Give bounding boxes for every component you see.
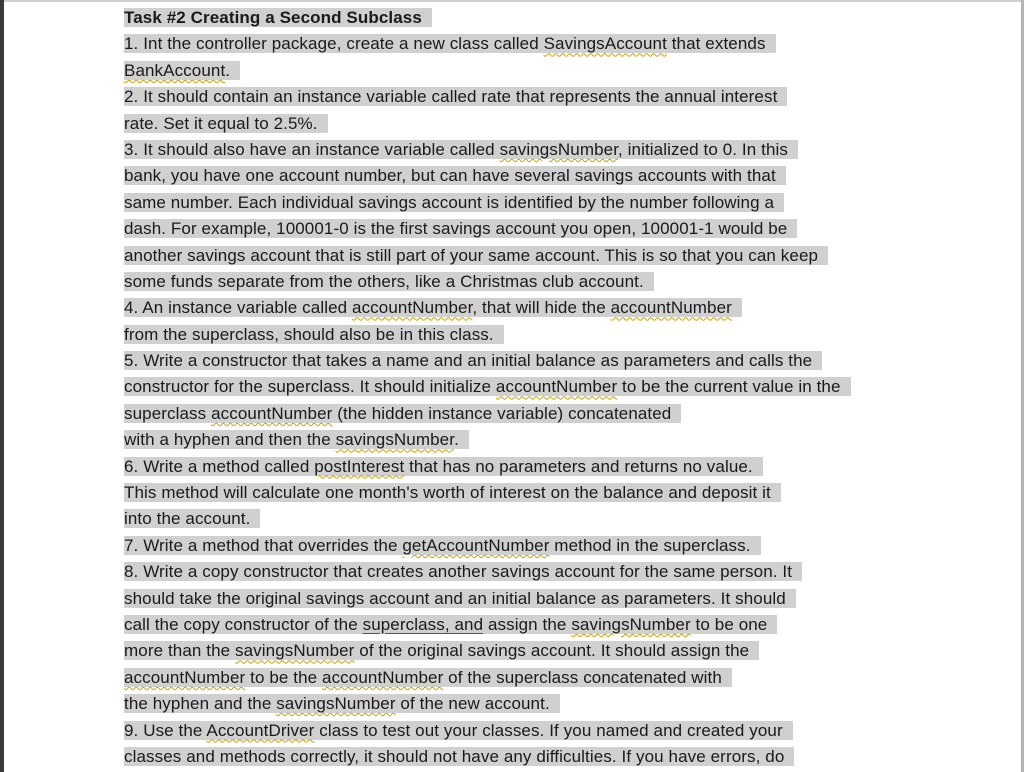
text-run: of the superclass concatenated with xyxy=(443,667,722,687)
text-run: some funds separate from the others, like a Christmas club account. xyxy=(124,271,644,291)
text-run: bank, you have one account number, but can have several savings accounts with that xyxy=(124,166,776,186)
selection-highlight xyxy=(124,8,432,27)
text-run: should take the original savings account and an initial balance as parameters. It should xyxy=(124,588,786,608)
document-line xyxy=(124,533,1014,559)
text-run: dash. For example, 100001-0 is the first savings account you open, 100001-1 would be xyxy=(124,219,788,239)
text-run: rate. Set it equal to 2.5%. xyxy=(124,113,318,133)
text-run: 7. Write a method that overrides the xyxy=(124,535,403,555)
document-line xyxy=(124,58,1014,84)
selection-highlight xyxy=(124,272,654,291)
selection-highlight xyxy=(124,114,328,133)
window-top-edge xyxy=(0,0,1024,2)
document-line xyxy=(124,638,1014,664)
selection-highlight xyxy=(124,193,784,212)
document-line xyxy=(124,163,1014,189)
text-run: 6. Write a method called xyxy=(124,456,315,476)
document-line xyxy=(124,665,1014,691)
text-run: another savings account that is still part of your same account. This is so that you can keep xyxy=(124,245,819,265)
selection-highlight xyxy=(124,404,681,423)
text-run: constructor for the superclass. It should initialize xyxy=(124,377,496,397)
grammar-flagged-phrase: superclass, and xyxy=(362,614,484,634)
document-line xyxy=(124,691,1014,717)
spelling-flagged-word: accountNumber xyxy=(352,298,473,318)
spelling-flagged-word: getAccountNumber xyxy=(402,535,550,555)
text-run: of the original savings account. It should assign the xyxy=(354,641,750,661)
document-line xyxy=(124,111,1014,137)
text-run: call the copy constructor of the xyxy=(124,614,363,634)
text-run: method in the superclass. xyxy=(549,535,751,555)
text-run: 5. Write a constructor that takes a name and an initial balance as parameters and calls the xyxy=(124,351,813,371)
selection-highlight xyxy=(124,298,742,317)
selection-highlight xyxy=(124,219,797,238)
text-run: that extends xyxy=(666,34,766,54)
text-run: from the superclass, should also be in this class. xyxy=(124,324,494,344)
text-run: 4. An instance variable called xyxy=(124,298,353,318)
document-line xyxy=(124,243,1014,269)
document-line xyxy=(124,269,1014,295)
selection-highlight xyxy=(124,721,793,740)
spelling-flagged-word: accountNumber xyxy=(322,667,444,687)
document-line xyxy=(124,216,1014,242)
document-line xyxy=(124,348,1014,374)
document-line xyxy=(124,137,1014,163)
selection-highlight xyxy=(124,34,776,53)
selection-highlight xyxy=(124,325,504,344)
selection-highlight xyxy=(124,377,851,396)
spelling-flagged-word: accountNumber xyxy=(211,403,333,423)
text-run: . xyxy=(225,60,231,80)
selection-highlight xyxy=(124,430,469,449)
text-run: . xyxy=(454,430,459,450)
text-run: superclass xyxy=(124,403,212,423)
document-line xyxy=(124,506,1014,532)
spelling-flagged-word: savingsNumber xyxy=(235,641,355,661)
document-line xyxy=(124,559,1014,585)
document-line xyxy=(124,718,1014,744)
selection-highlight xyxy=(124,87,787,106)
selection-highlight xyxy=(124,615,777,634)
document-line xyxy=(124,31,1014,57)
text-run: 1. Int the controller package, create a new class called xyxy=(124,34,544,54)
text-run: assign the xyxy=(483,614,572,634)
selection-highlight xyxy=(124,457,763,476)
task-heading-line xyxy=(124,5,1014,31)
text-run: This method will calculate one month's worth of interest on the balance and deposit it xyxy=(124,483,771,503)
document-line xyxy=(124,322,1014,348)
text-run: of the new account. xyxy=(395,694,550,714)
document-line xyxy=(124,401,1014,427)
text-run: the hyphen and the xyxy=(124,694,277,714)
selection-highlight xyxy=(124,483,781,502)
text-run: 8. Write a copy constructor that creates another savings account for the same person. It xyxy=(124,562,793,582)
text-run: (the hidden instance variable) concatenated xyxy=(332,403,672,423)
document-line xyxy=(124,586,1014,612)
selection-highlight xyxy=(124,641,759,660)
text-run: to be the current value in the xyxy=(617,377,841,397)
spelling-flagged-word: AccountDriver xyxy=(206,720,315,740)
text-run: into the account. xyxy=(124,509,251,529)
text-run: to be the xyxy=(245,667,323,687)
selection-highlight xyxy=(124,509,260,528)
selection-highlight xyxy=(124,140,798,159)
selection-highlight xyxy=(124,166,786,185)
text-run: more than the xyxy=(124,641,236,661)
text-run: 9. Use the xyxy=(124,720,207,740)
spelling-flagged-word: savingsNumber xyxy=(499,139,619,159)
text-run: same number. Each individual savings account is identified by the number following a xyxy=(124,192,775,212)
text-run: , that will hide the xyxy=(472,298,611,318)
document-line xyxy=(124,374,1014,400)
text-run: , initialized to 0. In this xyxy=(618,139,788,159)
text-run: Task #2 Creating a Second Subclass xyxy=(124,8,422,27)
text-run: to be one xyxy=(690,614,768,634)
spelling-flagged-word: accountNumber xyxy=(124,667,246,687)
document-line xyxy=(124,295,1014,321)
document-line xyxy=(124,427,1014,453)
document-line xyxy=(124,744,1014,770)
spelling-flagged-word: savingsNumber xyxy=(571,614,691,634)
spelling-flagged-word: savingsNumber xyxy=(335,430,455,450)
selection-highlight xyxy=(124,747,794,766)
text-run: 3. It should also have an instance variable called xyxy=(124,139,500,159)
document-body xyxy=(124,5,1014,770)
spelling-flagged-word: accountNumber xyxy=(610,298,732,318)
text-run: classes and methods correctly, it should not have any difficulties. If you have errors, do xyxy=(124,746,785,766)
selection-highlight xyxy=(124,668,732,687)
spelling-flagged-word: BankAccount xyxy=(124,60,226,80)
spelling-flagged-word: SavingsAccount xyxy=(543,34,667,54)
text-run: 2. It should contain an instance variable called rate that represents the annual interest xyxy=(124,87,778,107)
window-left-edge xyxy=(0,0,4,772)
selection-highlight xyxy=(124,562,802,581)
selection-highlight xyxy=(124,536,761,555)
document-line xyxy=(124,190,1014,216)
spelling-flagged-word: savingsNumber xyxy=(276,694,396,714)
selection-highlight xyxy=(124,589,796,608)
spelling-flagged-word: postInterest xyxy=(314,456,405,476)
text-run: that has no parameters and returns no value. xyxy=(404,456,753,476)
selection-highlight xyxy=(124,694,560,713)
text-run: class to test out your classes. If you named and created your xyxy=(314,720,783,740)
document-line xyxy=(124,612,1014,638)
document-line xyxy=(124,454,1014,480)
selection-highlight xyxy=(124,351,822,370)
selection-highlight xyxy=(124,246,828,265)
text-run: with a hyphen and then the xyxy=(124,430,336,450)
document-line xyxy=(124,480,1014,506)
document-line xyxy=(124,84,1014,110)
spelling-flagged-word: accountNumber xyxy=(495,377,618,397)
selection-highlight xyxy=(124,61,240,80)
